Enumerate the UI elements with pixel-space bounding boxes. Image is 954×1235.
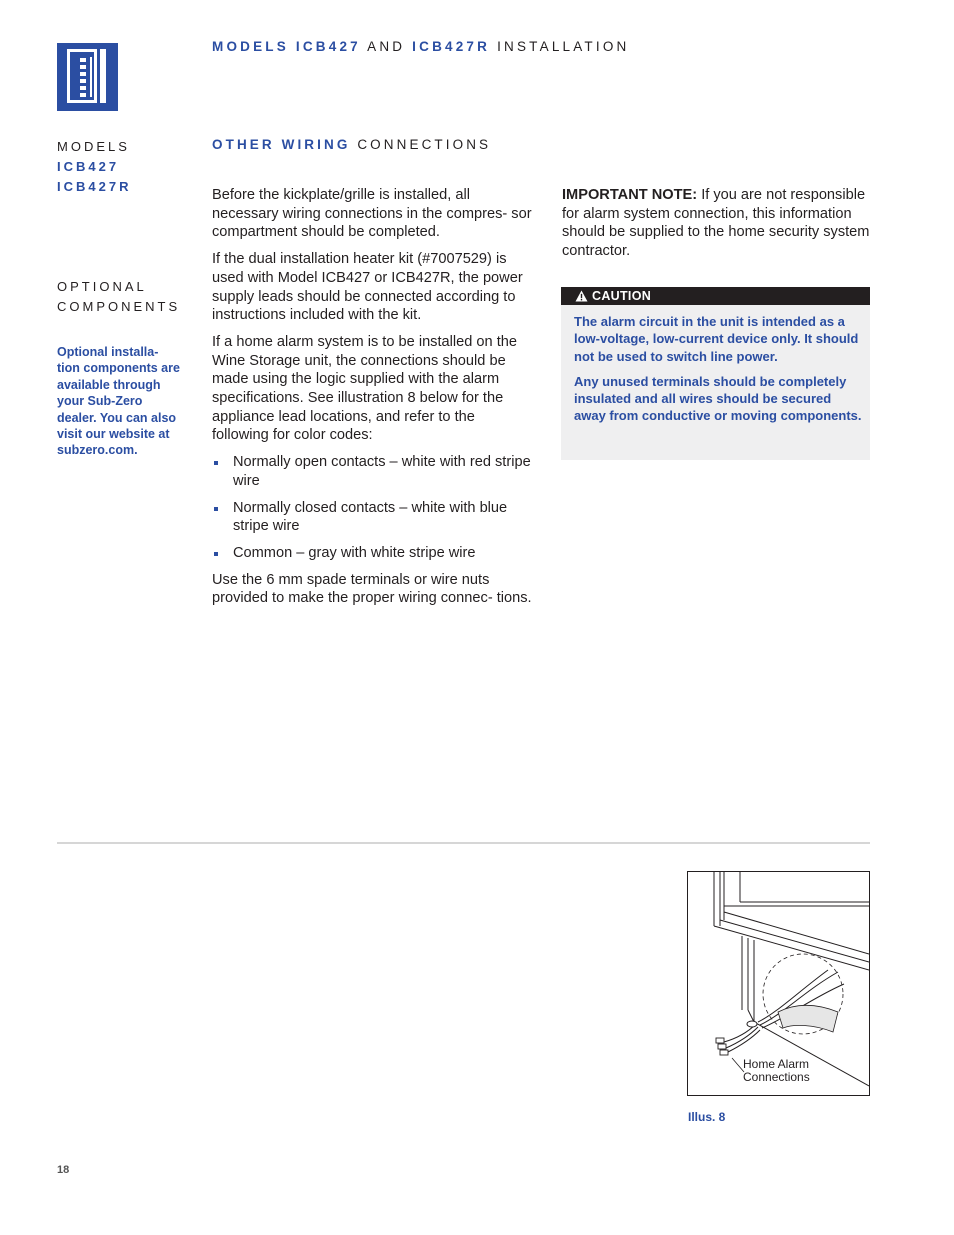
body-paragraph-2: If the dual installation heater kit (#7007529) is used with Model ICB427 or ICB427R, the power supply leads should be connected according to instructions included with the kit. — [212, 251, 523, 324]
divider — [57, 842, 870, 844]
illustration-caption: Illus. 8 — [688, 1110, 726, 1124]
sidebar-models-heading: MODELS — [57, 139, 130, 154]
sidebar-model-1: ICB427 — [57, 159, 120, 174]
caution-title: CAUTION — [592, 289, 652, 303]
caution-text — [574, 313, 866, 433]
header-model-1: ICB427 — [295, 39, 361, 54]
body-paragraph-3: If a home alarm system is to be installed on the Wine Storage unit, the connections should be made using the logic supplied with the alarm specifications. See illustration 8 below for the appliance lead locations, and refer to the following for color codes: — [212, 333, 517, 444]
logo-side-panel — [100, 49, 106, 103]
color-code-list — [212, 453, 534, 563]
caution-box — [561, 287, 870, 460]
page-header — [212, 39, 629, 54]
bullet-icon — [214, 552, 218, 556]
section-title-rest: CONNECTIONS — [357, 137, 492, 152]
important-note-text: If you are not responsible for alarm system connection, this information should be supplied to the home security system contractor. — [562, 187, 870, 260]
illustration-label-line1: Home Alarm — [743, 1057, 810, 1071]
list-item — [212, 544, 534, 563]
illustration-label — [743, 1058, 810, 1084]
bullet-icon — [214, 461, 218, 465]
list-item-text: Normally closed contacts – white with blue stripe wire — [233, 499, 508, 535]
important-note-label: IMPORTANT NOTE: — [562, 187, 698, 203]
warning-icon — [575, 290, 588, 302]
section-title-bold: OTHER WIRING — [212, 137, 351, 152]
sidebar-model-2: ICB427R — [57, 179, 132, 194]
header-models-label: MODELS — [212, 39, 289, 54]
sidebar-optional-line2: COMPONENTS — [57, 299, 181, 314]
list-item-text: Common – gray with white stripe wire — [233, 544, 476, 561]
header-installation: INSTALLATION — [497, 39, 630, 54]
logo-door — [67, 49, 97, 103]
body-column — [212, 186, 534, 616]
body-paragraph-4: Use the 6 mm spade terminals or wire nuts provided to make the proper wiring connec- tions. — [212, 571, 532, 607]
illustration-label-line2: Connections — [743, 1070, 810, 1084]
list-item — [212, 453, 534, 490]
header-model-2: ICB427R — [412, 39, 491, 54]
bullet-icon — [214, 507, 218, 511]
sidebar-models — [57, 137, 131, 197]
important-note — [562, 186, 884, 261]
header-and: AND — [367, 39, 406, 54]
page-number: 18 — [57, 1164, 70, 1176]
sidebar-note: Optional installa- tion components are available through your Sub-Zero dealer. You can also visit our website at subzero.com. — [57, 345, 180, 458]
body-paragraph-1: Before the kickplate/grille is installed, all necessary wiring connections in the compres- sor compartment should be completed. — [212, 187, 532, 241]
caution-header — [561, 287, 870, 305]
caution-paragraph-2: Any unused terminals should be completely insulated and all wires should be secured away from conductive or moving components. — [574, 373, 862, 424]
list-item-text: Normally open contacts – white with red stripe wire — [233, 454, 531, 489]
list-item — [212, 499, 534, 536]
caution-paragraph-1: The alarm circuit in the unit is intended as a low-voltage, low-current device only. It should not be used to switch line power. — [574, 314, 859, 364]
sidebar-optional-line1: OPTIONAL — [57, 279, 147, 294]
sidebar-optional-components — [57, 277, 180, 317]
sub-zero-logo — [57, 43, 118, 111]
section-title — [212, 137, 491, 152]
